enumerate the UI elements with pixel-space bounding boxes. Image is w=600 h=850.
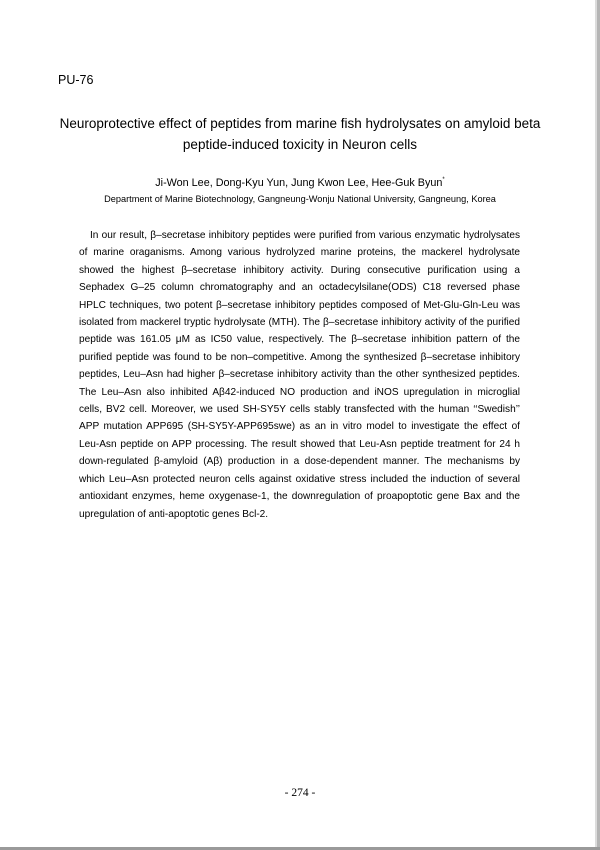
paper-title-line-2: peptide-induced toxicity in Neuron cells <box>182 137 418 152</box>
affiliation: Department of Marine Biotechnology, Gangneung-Wonju National University, Gangneung, Korea <box>104 194 496 204</box>
corresponding-author-mark: * <box>442 177 445 183</box>
abstract-code: PU-76 <box>58 73 94 87</box>
paper-title <box>40 113 560 155</box>
paper-title-line-1: Neuroprotective effect of peptides from marine fish hydrolysates on amyloid beta <box>59 116 541 131</box>
author-list <box>60 176 540 190</box>
abstract-body: In our result, β–secretase inhibitory peptides were purified from various enzymatic hydrolysates of marine oraganisms. Among various hydrolyzed marine proteins, the mackerel hydrolysate showed the highest β–secretase inhibitory activity. During consecutive purification using a Sephadex G–25 column chromatography and an octadecylsilane(ODS) C18 reversed phase HPLC techniques, two potent β–secretase inhibitory peptides composed of Met-Glu-Gln-Leu was isolated from mackerel tryptic hydrolysate (MTH). The β–secretase inhibitory activity of the purified peptide was 161.05 μM as IC50 value, respectively. The β–secretase inhibition pattern of the purified peptide was found to be non–competitive. Among the synthesized β–secretase inhibitory peptides, Leu–Asn had higher β–secretase inhibitory activity than the other synthesized peptides. The Leu–Asn also inhibited Aβ42-induced NO production and iNOS upregulation in microglial cells, BV2 cell. Moreover, we used SH-SY5Y cells stably transfected with the human ‘‘Swedish’’ APP mutation APP695 (SH-SY5Y-APP695swe) as an in vitro model to investigate the effect of Leu-Asn peptide on APP processing. The result showed that Leu-Asn peptide treatment for 24 h down-regulated β-amyloid (Aβ) production in a dose-dependent manner. The mechanisms by which Leu–Asn protected neuron cells against oxidative stress included the induction of several antioxidant enzymes, heme oxygenase-1, the downregulation of proapoptotic gene Bax and the upregulation of anti-apoptotic genes Bcl-2. <box>79 230 520 520</box>
author-names: Ji-Won Lee, Dong-Kyu Yun, Jung Kwon Lee, Hee-Guk Byun <box>155 177 443 189</box>
page-number: - 274 - <box>284 787 316 799</box>
